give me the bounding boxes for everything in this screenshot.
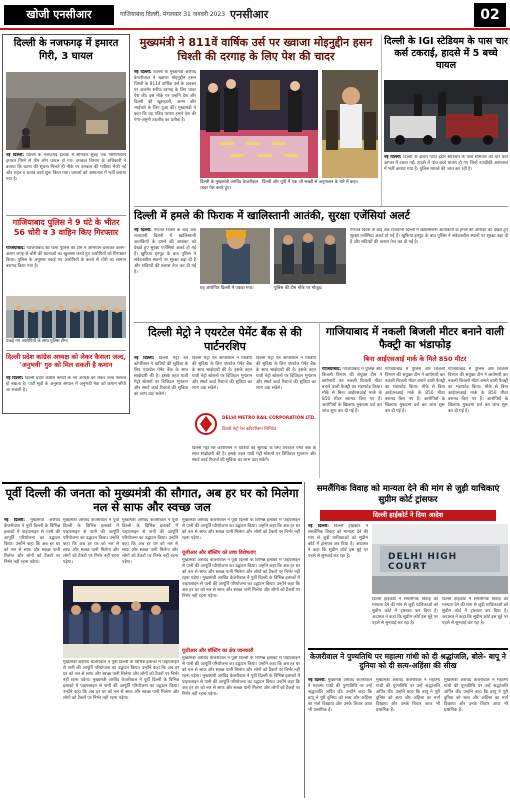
column-rule (304, 482, 305, 798)
meter-body (322, 367, 382, 477)
igi-body (384, 155, 508, 205)
masthead (0, 0, 510, 30)
purvi-text-2: मुख्यमंत्री अरविंद केजरीवाल ने पूर्वी दिल्ली के विभिन्न इलाकों में पाइपलाइन से पानी की आपूर्ति परियोजना का उद्घाटन किया। उन्होंने कहा कि अब हर घर को नल से साफ और स्वच्छ पानी मिलेगा और लोगों को टैंकरों पर निर्भर नहीं रहना पड़ेगा। (63, 518, 119, 565)
khalistan-body-cont (350, 228, 508, 320)
mosque-headline: मुख्यमंत्री ने 811वें वार्षिक उर्स पर ख्वाजा मोइनुद्दीन हसन चिश्ती की दरगाह के लिए पेश की चादर (139, 36, 373, 63)
divider (6, 215, 126, 216)
kejriwal-body-3 (444, 678, 508, 796)
kejriwal-body-2 (376, 678, 440, 796)
hc-banner: दिल्ली हाईकोर्ट ने दिया आदेश (320, 510, 496, 521)
mosque-photo (200, 70, 318, 178)
purvi-subhead-2: यूजीआर और बॉस्टिंग का क्षेत्र जानकारी (182, 648, 254, 654)
najafgarh-body (6, 153, 126, 213)
divider (134, 206, 508, 207)
metro-dateline: नई दिल्ली: (134, 356, 155, 361)
divider (134, 322, 508, 323)
purvi-text-5: मुख्यमंत्री अरविंद केजरीवाल ने पूर्वी दिल्ली के विभिन्न इलाकों में पाइपलाइन से पानी की आपूर्ति परियोजना का उद्घाटन किया। उन्होंने कहा कि अब हर घर को नल से साफ और स्वच्छ पानी मिलेगा और लोगों को टैंकरों पर निर्भर नहीं रहना पड़ेगा। (182, 518, 300, 541)
kejriwal-text-2: मुख्यमंत्री अरविंद केजरीवाल ने महात्मा गांधी की पुण्यतिथि पर उन्हें श्रद्धांजलि अर्पित की। उन्होंने कहा कि बापू ने पूरी दुनिया को सत्य और अहिंसा का मार्ग दिखाया और उनके विचार आज भी प्रासंगिक हैं। (376, 678, 440, 713)
page-number: 02 (474, 3, 506, 27)
meter-body-3 (448, 367, 508, 477)
samlaingik-text-2: दिल्ली हाईकोर्ट ने समलैंगिक विवाह को मान्यता देने की मांग से जुड़ी याचिकाओं को सुप्रीम कोर्ट में ट्रांसफर कर दिया है। अदालत ने कहा कि सुप्रीम कोर्ट इस मुद्दे पर पहले से सुनवाई कर रहा है। (372, 597, 438, 626)
purvi-body-5 (182, 518, 300, 548)
samlaingik-text-3: दिल्ली हाईकोर्ट ने समलैंगिक विवाह को मान्यता देने की मांग से जुड़ी याचिकाओं को सुप्रीम कोर्ट में ट्रांसफर कर दिया है। अदालत ने कहा कि सुप्रीम कोर्ट इस मुद्दे पर पहले से सुनवाई कर रहा है। (442, 597, 508, 626)
terror-photo-2 (274, 228, 346, 284)
metro-body-3 (256, 356, 316, 406)
samlaingik-headline: समलैंगिक विवाह को मान्यता देने की मांग से जुड़ी याचिकाएं सुप्रीम कोर्ट ट्रांसफर (316, 484, 500, 505)
dmrc-logo-text: DELHI METRO RAIL CORPORATION LTD. (222, 416, 316, 421)
collapse-photo (6, 72, 126, 150)
najafgarh-dateline: नई दिल्ली: (6, 153, 25, 158)
igi-headline: दिल्ली के IGI स्टेडियम के पास चार कर्स टकराई, हादसे में 5 बच्चे घायल (384, 36, 508, 71)
meter-headline: गाजियाबाद में नकली बिजली मीटर बनाने वाली फैक्ट्री का भंडाफोड़ (326, 326, 504, 352)
metro-headline: दिल्ली मेट्रो ने एयरटेल पेमेंट बैंक से की पार्टनरशिप (148, 326, 302, 353)
khalistan-dateline: नई दिल्ली: (134, 228, 152, 233)
samlaingik-body-2 (372, 597, 438, 645)
metro-text-3: दिल्ली मेट्रो रेल कॉर्पोरेशन ने यात्रियों की सुविधा के लिए एयरटेल पेमेंट बैंक के साथ साझेदारी की है। इसके तहत यात्री मेट्रो स्टेशनों पर डिजिटल भुगतान और स्मार्ट कार्ड रिचार्ज की सुविधा का लाभ उठा सकेंगे। (256, 356, 316, 391)
dmrc-logo (192, 408, 316, 444)
terror-photo-1 (200, 228, 270, 284)
samlaingik-dateline: नई दिल्ली: (308, 524, 329, 529)
mosque-text: दिल्ली के मुख्यमंत्री अरविंद केजरीवाल ने ख्वाजा मोइनुद्दीन हसन चिश्ती के 811वें वार्षिक उर्स के अवसर पर अजमेर शरीफ दरगाह के लिए चादर पेश की। इस मौके पर उन्होंने देश और दिल्ली की खुशहाली, अमन और भाईचारे के लिए दुआ की। मुख्यमंत्री ने कहा कि यह पवित्र परंपरा हमारे देश की गंगा-जमुनी तहजीब का प्रतीक है। (134, 70, 196, 123)
police-caption: पकड़े गए आरोपियों के साथ पुलिस टीम। (6, 339, 69, 344)
purvi-text-7b: मुख्यमंत्री अरविंद केजरीवाल ने पूर्वी दिल्ली के विभिन्न इलाकों में पाइपलाइन से पानी की आपूर्ति परियोजना का उद्घाटन किया। उन्होंने कहा कि अब हर घर को नल से साफ और स्वच्छ पानी मिलेगा और लोगों को टैंकरों पर निर्भर नहीं रहना पड़ेगा। (182, 674, 300, 697)
terror-caption-1: यह आरोपित दिल्ली में पकड़ा गया। (200, 286, 254, 291)
purvi-text-1: मुख्यमंत्री अरविंद केजरीवाल ने पूर्वी दिल्ली के विभिन्न इलाकों में पाइपलाइन से पानी की आपूर्ति परियोजना का उद्घाटन किया। उन्होंने कहा कि अब हर घर को नल से साफ और स्वच्छ पानी मिलेगा और लोगों को टैंकरों पर निर्भर नहीं रहना पड़ेगा। (4, 518, 60, 565)
congress-headline: दिल्ली प्रदेश कांग्रेस अध्यक्ष को लेकर कैसला जल्द, 'अनुभवी' गुरु को मिल सकती है कमान (6, 353, 126, 370)
ghaziabad-police-text: गाजियाबाद की थाना पुलिस की टीम ने अभियान चलाकर अलग-अलग जगह से चोरी की घटनाओं का खुलासा करते हुए आरोपियों को गिरफ्तार किया। पुलिस के अनुसार पकड़े गए आरोपियों के कब्जे से चोरी का सामान बरामद किया गया है। (6, 246, 126, 269)
purvi-body-6 (182, 558, 300, 646)
khalistan-text: गणतंत्र दिवस के बाद अब राजधानी दिल्ली में खालिस्तानी आतंकियों के हमले की आशंका को देखते हुए सुरक्षा एजेंसियां अलर्ट हो गई हैं। खुफिया इनपुट के बाद पुलिस ने संवेदनशील स्थानों पर सुरक्षा बढ़ा दी है और संदिग्धों की तलाश तेज कर दी गई है। (134, 228, 196, 275)
purvi-text-6b: मुख्यमंत्री अरविंद केजरीवाल ने पूर्वी दिल्ली के विभिन्न इलाकों में पाइपलाइन से पानी की आपूर्ति परियोजना का उद्घाटन किया। उन्होंने कहा कि अब हर घर को नल से साफ और स्वच्छ पानी मिलेगा और लोगों को टैंकरों पर निर्भर नहीं रहना पड़ेगा। (182, 576, 300, 599)
congress-body (6, 376, 126, 412)
metro-body-4 (192, 446, 316, 476)
purvi-text-7: मुख्यमंत्री अरविंद केजरीवाल ने पूर्वी दिल्ली के विभिन्न इलाकों में पाइपलाइन से पानी की आपूर्ति परियोजना का उद्घाटन किया। उन्होंने कहा कि अब हर घर को नल से साफ और स्वच्छ पानी मिलेगा और लोगों को टैंकरों पर निर्भर नहीं रहना पड़ेगा। (182, 656, 300, 679)
ghaziabad-police-body (6, 246, 126, 294)
divider (6, 350, 126, 351)
igi-text: दिल्ली के इंदिरा गांधी इंडोर स्टेडियम के पास सोमवार को चार कारें आपस में टकरा गईं। हादसे में पांच बच्चे घायल हो गए जिन्हें नजदीकी अस्पताल में भर्ती कराया गया है। पुलिस मामले की जांच कर रही है। (384, 155, 508, 172)
khalistan-text-cont: गणतंत्र दिवस के बाद अब राजधानी दिल्ली में खालिस्तानी आतंकियों के हमले की आशंका को देखते हुए सुरक्षा एजेंसियां अलर्ट हो गई हैं। खुफिया इनपुट के बाद पुलिस ने संवेदनशील स्थानों पर सुरक्षा बढ़ा दी है और संदिग्धों की तलाश तेज कर दी गई है। (350, 228, 508, 245)
purvi-body-4 (122, 518, 178, 578)
ghaziabad-police-dateline: गाजियाबाद: (6, 246, 26, 251)
mosque-caption-1: दिल्ली के मुख्यमंत्री अरविंद केजरीवाल चादर पेश करते हुए। (200, 180, 259, 191)
accident-photo (384, 80, 508, 152)
samlaingik-text: दिल्ली हाईकोर्ट ने समलैंगिक विवाह को मान्यता देने की मांग से जुड़ी याचिकाओं को सुप्रीम कोर्ट में ट्रांसफर कर दिया है। अदालत ने कहा कि सुप्रीम कोर्ट इस मुद्दे पर पहले से सुनवाई कर रहा है। (308, 524, 368, 559)
purvi-body-1 (4, 518, 60, 796)
igi-dateline: नई दिल्ली: (384, 155, 402, 160)
metro-text-4: दिल्ली मेट्रो रेल कॉर्पोरेशन ने यात्रियों की सुविधा के लिए एयरटेल पेमेंट बैंक के साथ साझेदारी की है। इसके तहत यात्री मेट्रो स्टेशनों पर डिजिटल भुगतान और स्मार्ट कार्ड रिचार्ज की सुविधा का लाभ उठा सकेंगे। (192, 446, 316, 463)
metro-text-2: दिल्ली मेट्रो रेल कॉर्पोरेशन ने यात्रियों की सुविधा के लिए एयरटेल पेमेंट बैंक के साथ साझेदारी की है। इसके तहत यात्री मेट्रो स्टेशनों पर डिजिटल भुगतान और स्मार्ट कार्ड रिचार्ज की सुविधा का लाभ उठा सकेंगे। (192, 356, 252, 391)
purvi-body-3 (63, 660, 179, 796)
cm-photo (322, 70, 378, 178)
congress-dateline: नई दिल्ली: (6, 376, 24, 381)
purvi-text-3b: मुख्यमंत्री अरविंद केजरीवाल ने पूर्वी दिल्ली के विभिन्न इलाकों में पाइपलाइन से पानी की आपूर्ति परियोजना का उद्घाटन किया। उन्होंने कहा कि अब हर घर को नल से साफ और स्वच्छ पानी मिलेगा और लोगों को टैंकरों पर निर्भर नहीं रहना पड़ेगा। (63, 678, 179, 701)
meter-body-2 (385, 367, 445, 477)
kejriwal-text: मुख्यमंत्री अरविंद केजरीवाल ने महात्मा गांधी की पुण्यतिथि पर उन्हें श्रद्धांजलि अर्पित की। उन्होंने कहा कि बापू ने पूरी दुनिया को सत्य और अहिंसा का मार्ग दिखाया और उनके विचार आज भी प्रासंगिक हैं। (308, 678, 372, 713)
divider (308, 648, 508, 650)
congress-text: दिल्ली प्रदेश कांग्रेस कमेटी के नए अध्यक्ष को लेकर जल्द फैसला हो सकता है। पार्टी सूत्रों के अनुसार संगठन में अनुभवी नेता को कमान सौंपी जा सकती है। (6, 376, 126, 393)
najafgarh-text: दिल्ली के नजफगढ़ इलाके में सोमवार सुबह एक निर्माणाधीन इमारत गिरने से तीन लोग घायल हो गए। दमकल विभाग के अधिकारी ने बताया कि घटना की सूचना मिलते ही मौके पर दमकल की गाड़ियां भेजी गईं और राहत व बचाव कार्य शुरू किया गया। घायलों को अस्पताल में भर्ती कराया गया है। (6, 153, 126, 182)
samlaingik-body-3 (442, 597, 508, 645)
purvi-text-6: मुख्यमंत्री अरविंद केजरीवाल ने पूर्वी दिल्ली के विभिन्न इलाकों में पाइपलाइन से पानी की आपूर्ति परियोजना का उद्घाटन किया। उन्होंने कहा कि अब हर घर को नल से साफ और स्वच्छ पानी मिलेगा और लोगों को टैंकरों पर निर्भर नहीं रहना पड़ेगा। (182, 558, 300, 581)
khalistan-body (134, 228, 196, 320)
divider (2, 482, 302, 484)
kejriwal-dateline: नई दिल्ली: (308, 678, 326, 683)
metro-text: दिल्ली मेट्रो रेल कॉर्पोरेशन ने यात्रियों की सुविधा के लिए एयरटेल पेमेंट बैंक के साथ साझेदारी की है। इसके तहत यात्री मेट्रो स्टेशनों पर डिजिटल भुगतान और स्मार्ट कार्ड रिचार्ज की सुविधा का लाभ उठा सकेंगे। (134, 356, 188, 397)
meter-dateline: गाजियाबाद: (322, 367, 342, 372)
dmrc-logo-hindi: दिल्ली मेट्रो रेल कॉरपोरेशन लिमिटेड (222, 427, 277, 432)
metro-body-2 (192, 356, 252, 406)
meter-text: गाजियाबाद में पुलिस और बिजली विभाग की संयुक्त टीम ने छापेमारी कर नकली बिजली मीटर बनाने वाली फैक्ट्री का भंडाफोड़ किया। मौके से बिना आईएसआई मार्क के 850 मीटर बरामद किए गए हैं। आरोपियों के खिलाफ मुकदमा दर्ज कर जांच शुरू कर दी गई है। (322, 367, 382, 414)
purvi-text-3: मुख्यमंत्री अरविंद केजरीवाल ने पूर्वी दिल्ली के विभिन्न इलाकों में पाइपलाइन से पानी की आपूर्ति परियोजना का उद्घाटन किया। उन्होंने कहा कि अब हर घर को नल से साफ और स्वच्छ पानी मिलेगा और लोगों को टैंकरों पर निर्भर नहीं रहना पड़ेगा। (63, 660, 179, 683)
police-photo (6, 296, 126, 338)
ghaziabad-police-headline: गाजियाबाद पुलिस ने 9 घंटे के भीतर 56 चोरी व 3 वाहिन किए गिरफ्तार (12, 218, 120, 237)
brand-label: एनसीआर (230, 8, 269, 21)
column-rule (319, 322, 320, 478)
purvi-subhead-1: यूजीआर और बॉस्टिंग को उच्च विशेषताएं (182, 550, 256, 556)
purvi-headline: पूर्वी दिल्ली की जनता को मुख्यमंत्री की सौगात, अब हर घर को मिलेगा नल से साफ और स्वच्छ जल (5, 486, 299, 515)
khalistan-headline: दिल्ली में हमले की फिराक में खालिस्तानी आतंकी, सुरक्षा एजेंसियां अलर्ट (134, 210, 410, 222)
column-rule (381, 34, 382, 206)
meter-text-2: गाजियाबाद में पुलिस और बिजली विभाग की संयुक्त टीम ने छापेमारी कर नकली बिजली मीटर बनाने वाली फैक्ट्री का भंडाफोड़ किया। मौके से बिना आईएसआई मार्क के 850 मीटर बरामद किए गए हैं। आरोपियों के खिलाफ मुकदमा दर्ज कर जांच शुरू कर दी गई है। (385, 367, 445, 414)
purvi-dateline: नई दिल्ली: (4, 518, 25, 523)
meter-subhead: बिना आईएसआई मार्क के मिले 850 मीटर (322, 354, 508, 364)
mosque-dateline: नई दिल्ली: (134, 70, 152, 75)
high-court-photo (372, 524, 508, 594)
court-sign: DELHI HIGH COURT (388, 552, 458, 572)
purvi-text-4: मुख्यमंत्री अरविंद केजरीवाल ने पूर्वी दिल्ली के विभिन्न इलाकों में पाइपलाइन से पानी की आपूर्ति परियोजना का उद्घाटन किया। उन्होंने कहा कि अब हर घर को नल से साफ और स्वच्छ पानी मिलेगा और लोगों को टैंकरों पर निर्भर नहीं रहना पड़ेगा। (122, 518, 178, 565)
purvi-body-2 (63, 518, 119, 578)
date-line: गाजियाबाद दिल्ली, मंगलवार 31 जनवरी 2023 (120, 11, 226, 18)
purvi-body-7 (182, 656, 300, 796)
pipeline-photo (63, 580, 179, 658)
metro-body (134, 356, 188, 476)
kejriwal-text-3: मुख्यमंत्री अरविंद केजरीवाल ने महात्मा गांधी की पुण्यतिथि पर उन्हें श्रद्धांजलि अर्पित की। उन्होंने कहा कि बापू ने पूरी दुनिया को सत्य और अहिंसा का मार्ग दिखाया और उनके विचार आज भी प्रासंगिक हैं। (444, 678, 508, 713)
section-title: खोजी एनसीआर (4, 5, 114, 25)
samlaingik-body (308, 524, 368, 644)
meter-text-3: गाजियाबाद में पुलिस और बिजली विभाग की संयुक्त टीम ने छापेमारी कर नकली बिजली मीटर बनाने वाली फैक्ट्री का भंडाफोड़ किया। मौके से बिना आईएसआई मार्क के 850 मीटर बरामद किए गए हैं। आरोपियों के खिलाफ मुकदमा दर्ज कर जांच शुरू कर दी गई है। (448, 367, 508, 414)
kejriwal-body (308, 678, 372, 796)
kejriwal-headline: केजरीवाल ने पुण्यतिथि पर महात्मा गांधी को दी श्रद्धांजलि, बोले- बापू ने दुनिया को दी सत्य-अहिंसा की सीख (310, 652, 506, 671)
terror-caption-2: पुलिस की टीम मौके पर मौजूद। (274, 286, 323, 291)
mosque-body-col1 (134, 70, 196, 188)
mosque-caption-2: दिल्ली और यूपी में एक जी सख्ती से अनुपालन के बारे में कहा। (262, 180, 359, 185)
najafgarh-headline: दिल्ली के नजफगढ़ में इमारत गिरी, 3 घायल (13, 38, 119, 62)
